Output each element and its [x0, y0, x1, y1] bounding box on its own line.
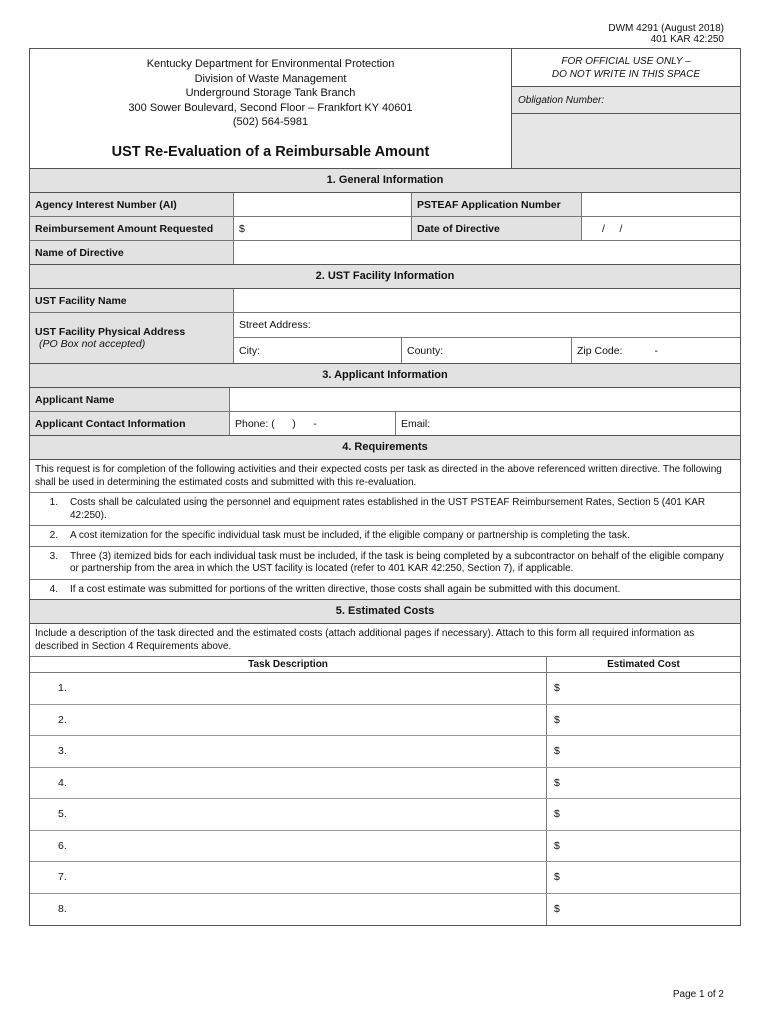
table-row: [30, 862, 740, 894]
section-heading-general: 1. General Information: [30, 169, 740, 193]
estimated-cost-field[interactable]: $: [554, 682, 560, 695]
city-county-zip: [234, 338, 740, 363]
facility-name-field[interactable]: [234, 289, 740, 312]
cost-table-header: [30, 657, 740, 673]
directive-label: Name of Directive: [30, 241, 234, 264]
page-title: UST Re-Evaluation of a Reimbursable Amount: [111, 144, 430, 160]
official-use-block: [512, 49, 740, 168]
date-label: Date of Directive: [412, 217, 582, 240]
zip-field[interactable]: [572, 338, 740, 363]
amount-field[interactable]: $: [234, 217, 412, 240]
facility-address-label-block: [30, 313, 234, 363]
official-use-line1: FOR OFFICIAL USE ONLY –: [561, 56, 691, 67]
street-address-field[interactable]: Street Address:: [234, 313, 740, 338]
form-number: DWM 4291 (August 2018): [608, 23, 724, 34]
table-row: [30, 736, 740, 768]
task-description-field[interactable]: 8.: [30, 894, 547, 926]
applicant-contact-label: Applicant Contact Information: [30, 412, 230, 435]
official-use-space: [512, 114, 740, 168]
requirement-item: [30, 493, 740, 526]
directive-name-field[interactable]: [234, 241, 740, 264]
facility-name-label: UST Facility Name: [30, 289, 234, 312]
section-heading-costs: 5. Estimated Costs: [30, 600, 740, 624]
row-amount-date: [30, 217, 740, 241]
amount-label: Reimbursement Amount Requested: [30, 217, 234, 240]
date-field[interactable]: / /: [602, 222, 623, 235]
estimated-cost-field[interactable]: $: [554, 713, 560, 726]
section-heading-applicant: 3. Applicant Information: [30, 364, 740, 388]
estimated-cost-field[interactable]: $: [554, 808, 560, 821]
requirement-text: Costs shall be calculated using the personnel and equipment rates established in the UST PSTEAF Reimbursement Rates, Section 5 (401 KAR 42:250).: [70, 497, 706, 521]
psteaf-number-field[interactable]: [582, 193, 740, 216]
table-row: [30, 673, 740, 705]
requirement-text: A cost itemization for the specific individual task must be included, if the eligible company or partnership is completing the task.: [70, 530, 630, 541]
estimated-cost-field[interactable]: $: [554, 839, 560, 852]
requirement-text: If a cost estimate was submitted for portions of the written directive, those costs shall again be submitted with this document.: [70, 583, 621, 595]
zip-dash: -: [654, 344, 659, 357]
estimated-cost-field[interactable]: $: [554, 871, 560, 884]
estimated-cost-field[interactable]: $: [554, 745, 560, 758]
task-description-field[interactable]: 7.: [30, 862, 547, 893]
section-heading-requirements: 4. Requirements: [30, 436, 740, 460]
requirement-item: [30, 547, 740, 580]
task-description-header: Task Description: [30, 657, 547, 672]
cost-table-body: [30, 673, 740, 925]
table-row: [30, 894, 740, 926]
agency-department: Kentucky Department for Environmental Protection: [146, 58, 395, 70]
ai-label: Agency Interest Number (AI): [30, 193, 234, 216]
table-row: [30, 705, 740, 737]
section-heading-facility: 2. UST Facility Information: [30, 265, 740, 289]
agency-branch: Underground Storage Tank Branch: [185, 87, 356, 99]
estimated-cost-header: Estimated Cost: [607, 659, 680, 670]
task-description-field[interactable]: 5.: [30, 799, 547, 830]
task-description-field[interactable]: 4.: [30, 768, 547, 799]
estimated-cost-field[interactable]: $: [554, 903, 560, 916]
ai-number-field[interactable]: [234, 193, 412, 216]
psteaf-label: PSTEAF Application Number: [412, 193, 582, 216]
zip-label: Zip Code:: [577, 344, 623, 357]
applicant-name-field[interactable]: [230, 388, 740, 411]
facility-address-fields: [234, 313, 740, 363]
regulation-reference: 401 KAR 42:250: [650, 34, 724, 45]
facility-address-note: (PO Box not accepted): [39, 338, 146, 350]
agency-division: Division of Waste Management: [194, 72, 347, 85]
requirements-intro: This request is for completion of the following activities and their expected costs per task as directed in the above referenced written directive. The following shall be used in determining the estimated costs and submitted with this re-evaluation.: [30, 460, 740, 493]
applicant-name-label: Applicant Name: [30, 388, 230, 411]
task-description-field[interactable]: 6.: [30, 831, 547, 862]
page-number: Page 1 of 2: [672, 989, 724, 1000]
phone-field[interactable]: Phone: ( ) -: [230, 412, 396, 435]
row-ai-psteaf: [30, 193, 740, 217]
row-facility-address: [30, 313, 740, 364]
table-row: [30, 799, 740, 831]
agency-block: [30, 49, 512, 168]
form-frame: [29, 48, 741, 926]
task-description-field[interactable]: 3.: [30, 736, 547, 767]
agency-address: 300 Sower Boulevard, Second Floor – Frankfort KY 40601: [128, 101, 413, 114]
requirement-number: 1.: [49, 497, 58, 508]
city-field[interactable]: City:: [234, 338, 402, 363]
obligation-number-label: Obligation Number:: [512, 86, 740, 114]
requirement-number: 4.: [49, 583, 58, 595]
row-applicant-name: [30, 388, 740, 412]
form-header: [30, 49, 740, 169]
row-facility-name: [30, 289, 740, 313]
row-applicant-contact: [30, 412, 740, 436]
requirement-number: 3.: [49, 550, 58, 562]
requirement-item: [30, 580, 740, 601]
task-description-field[interactable]: 2.: [30, 705, 547, 736]
agency-phone: (502) 564-5981: [232, 116, 309, 128]
table-row: [30, 831, 740, 863]
requirement-item: [30, 526, 740, 547]
row-directive: [30, 241, 740, 265]
requirement-text: Three (3) itemized bids for each individual task must be included, if the task is being completed by a subcontractor on behalf of the eligible company or partnership from the area in which the UST facility is located (refer to 401 KAR 42:250, Section 7), if applicable.: [70, 550, 724, 574]
costs-intro: Include a description of the task directed and the estimated costs (attach additional pages if necessary). Attach to this form all required information as described in Section 4 Requirements above.: [30, 624, 740, 657]
official-use-notice: [512, 49, 740, 86]
official-use-line2: DO NOT WRITE IN THIS SPACE: [551, 68, 701, 80]
county-field[interactable]: County:: [402, 338, 572, 363]
requirement-number: 2.: [49, 530, 58, 541]
email-field[interactable]: Email:: [401, 417, 431, 430]
form-identifier: [608, 23, 724, 45]
estimated-cost-field[interactable]: $: [554, 776, 560, 789]
table-row: [30, 768, 740, 800]
task-description-field[interactable]: 1.: [30, 673, 547, 704]
facility-address-label: UST Facility Physical Address: [35, 326, 186, 338]
